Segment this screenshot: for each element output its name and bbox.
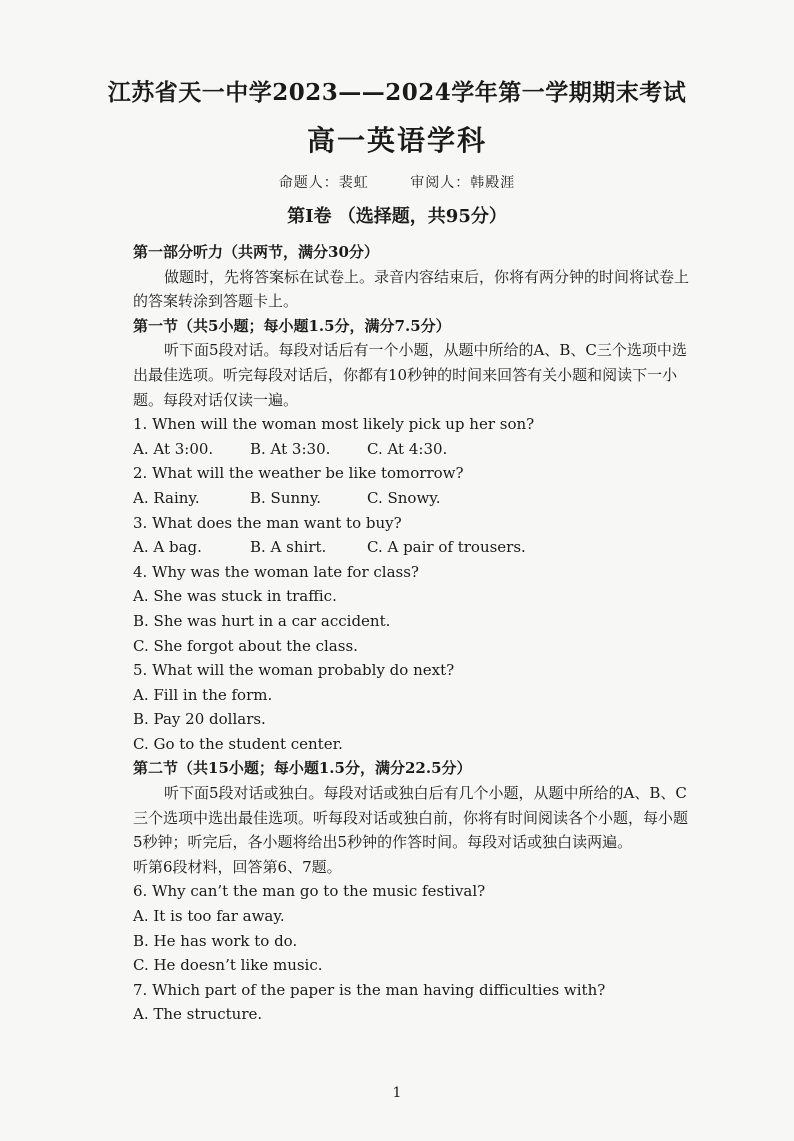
option-b: B. Sunny.: [250, 488, 322, 507]
option-a: A. At 3:00.: [133, 439, 214, 458]
question-7: 7. Which part of the paper is the man having difficulties with?: [133, 980, 606, 999]
option-b: B. At 3:30.: [250, 439, 331, 458]
section1-instructions: 听下面5段对话。每段对话后有一个小题，从题中所给的A、B、C三个选项中选出最佳选项。听完每段对话后，你都有10秒钟的时间来回答有关小题和阅读下一小题。每段对话仅读一遍。: [133, 341, 687, 409]
section1-heading: 第一节（共5小题；每小题1.5分，满分7.5分）: [133, 316, 451, 335]
option-b: B. He has work to do.: [133, 931, 298, 950]
question-2-options: [133, 486, 693, 511]
option-b: B. She was hurt in a car accident.: [133, 611, 391, 630]
option-a: A. It is too far away.: [133, 907, 285, 926]
option-a: A. A bag.: [133, 538, 202, 557]
authors-line: [0, 172, 794, 192]
option-a: A. She was stuck in traffic.: [133, 587, 337, 606]
option-a: A. Fill in the form.: [133, 685, 273, 704]
reviewer: 审阅人：韩殿涯: [410, 175, 516, 191]
question-3: 3. What does the man want to buy?: [133, 513, 402, 532]
option-b: B. A shirt.: [250, 538, 327, 557]
question-3-options: [133, 535, 693, 560]
question-2: 2. What will the weather be like tomorrow?: [133, 464, 464, 483]
question-6: 6. Why can’t the man go to the music festival?: [133, 882, 486, 901]
exam-title: 江苏省天一中学2023——2024学年第一学期期末考试: [107, 79, 687, 106]
material-6-note: 听第6段材料，回答第6、7题。: [133, 857, 342, 876]
question-4: 4. Why was the woman late for class?: [133, 562, 419, 581]
option-b: B. Pay 20 dollars.: [133, 710, 266, 729]
option-c: C. He doesn’t like music.: [133, 956, 323, 975]
option-c: C. A pair of trousers.: [367, 538, 526, 557]
subject-title: 高一英语学科: [306, 124, 487, 157]
question-1-options: [133, 437, 693, 462]
question-5: 5. What will the woman probably do next?: [133, 661, 455, 680]
question-setter: 命题人：裴虹: [278, 175, 369, 191]
option-a: A. Rainy.: [133, 488, 200, 507]
page-number: 1: [392, 1085, 402, 1101]
section2-heading: 第二节（共15小题；每小题1.5分，满分22.5分）: [133, 759, 472, 778]
question-1: 1. When will the woman most likely pick up her son?: [133, 415, 535, 434]
section2-instructions: 听下面5段对话或独白。每段对话或独白后有几个小题，从题中所给的A、B、C三个选项中选出最佳选项。听每段对话或独白前，你将有时间阅读各个小题，每小题5秒钟；听完后，各小题将给出5秒钟的作答时间。每段对话或独白读两遍。: [133, 784, 689, 852]
volume-heading: 第I卷 （选择题，共95分）: [287, 206, 507, 227]
part1-instructions: 做题时，先将答案标在试卷上。录音内容结束后，你将有两分钟的时间将试卷上的答案转涂到答题卡上。: [133, 267, 690, 311]
part1-heading: 第一部分听力（共两节，满分30分）: [133, 243, 379, 261]
option-c: C. At 4:30.: [367, 439, 448, 458]
option-c: C. Go to the student center.: [133, 734, 343, 753]
option-c: C. Snowy.: [367, 488, 441, 507]
option-a: A. The structure.: [133, 1005, 263, 1024]
option-c: C. She forgot about the class.: [133, 636, 358, 655]
exam-body: [133, 240, 693, 1027]
